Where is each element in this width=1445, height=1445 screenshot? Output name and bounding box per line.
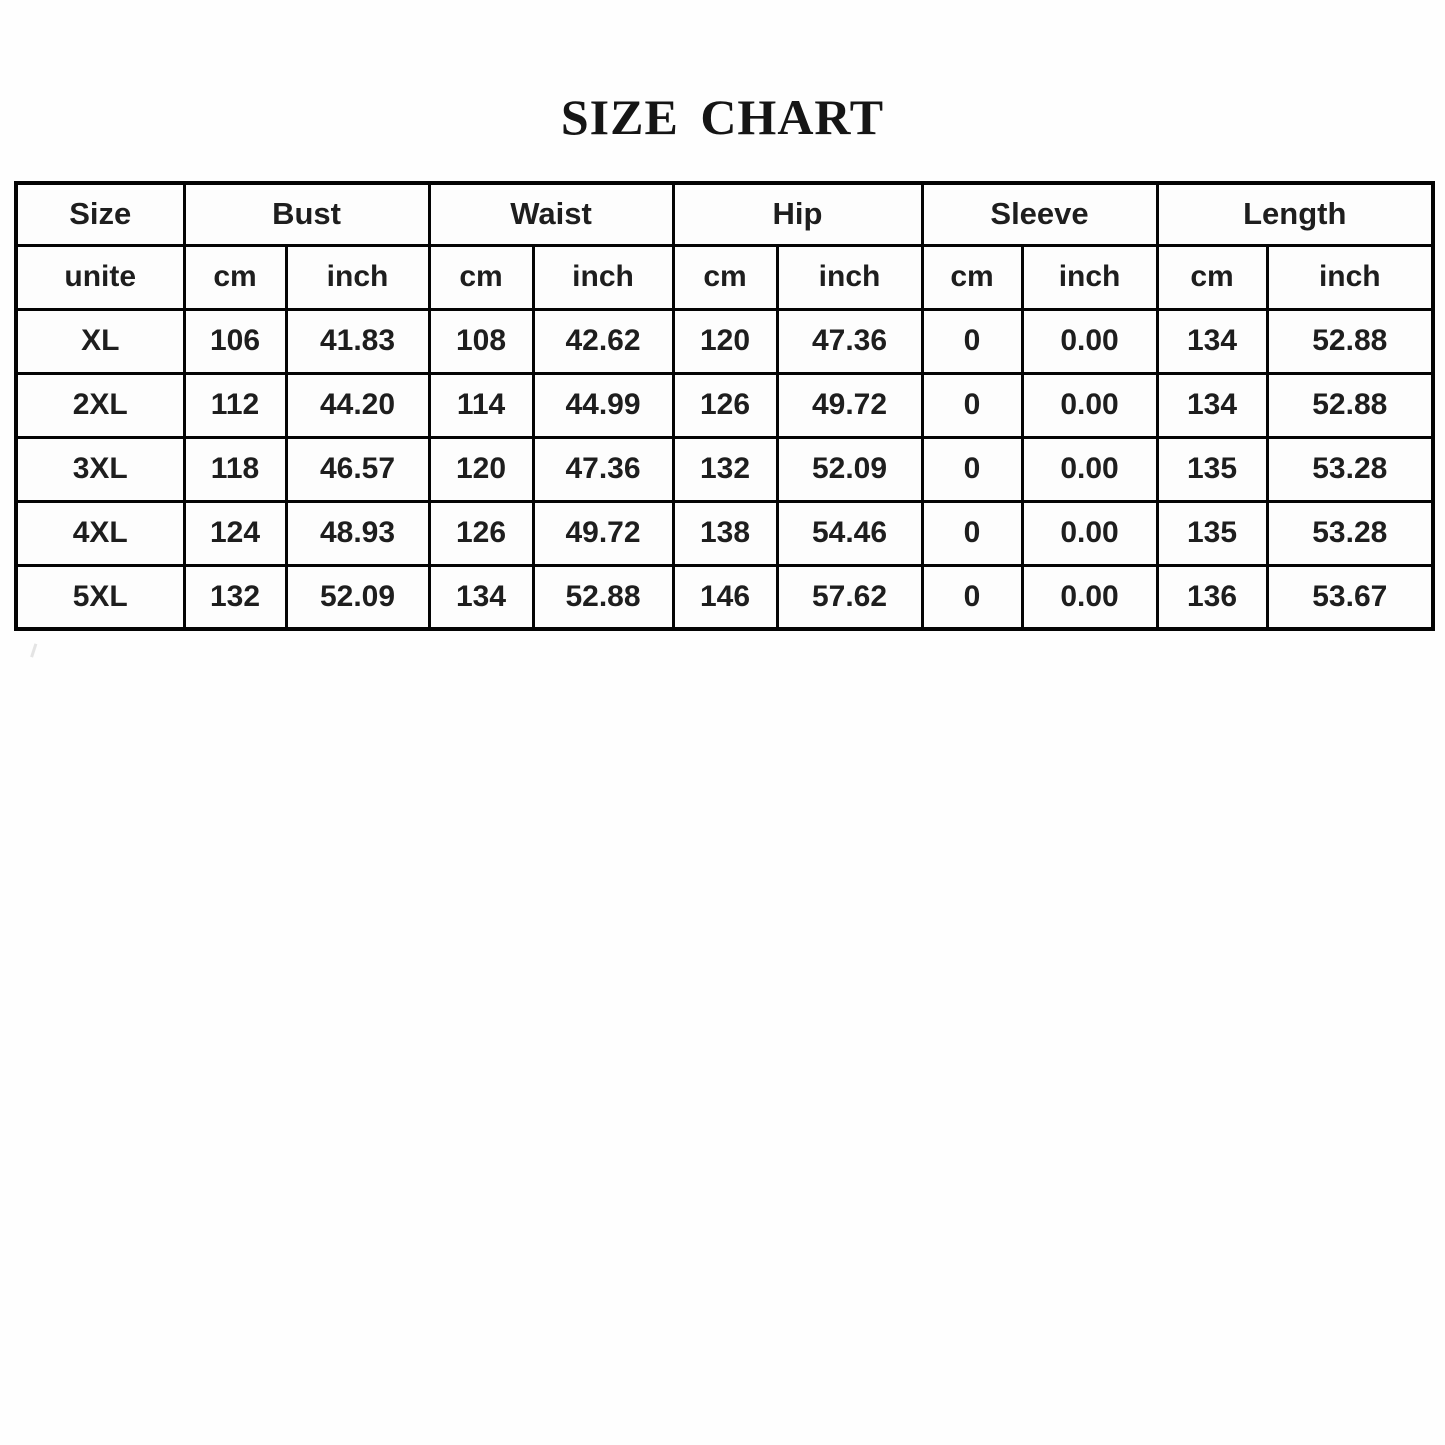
sleeve-cm: 0 (922, 565, 1022, 629)
hip-cm: 120 (673, 309, 777, 373)
page-title: SIZE CHART (560, 89, 885, 145)
unit-length-inch: inch (1267, 245, 1433, 309)
unit-bust-cm: cm (184, 245, 286, 309)
table-row-5xl (16, 565, 1433, 629)
hip-inch: 57.62 (777, 565, 922, 629)
bust-inch: 46.57 (286, 437, 429, 501)
column-header-bust: Bust (184, 183, 429, 245)
waist-cm: 120 (429, 437, 533, 501)
waist-inch: 44.99 (533, 373, 673, 437)
unit-length-cm: cm (1157, 245, 1267, 309)
length-cm: 135 (1157, 501, 1267, 565)
waist-inch: 47.36 (533, 437, 673, 501)
unit-sleeve-cm: cm (922, 245, 1022, 309)
hip-inch: 47.36 (777, 309, 922, 373)
length-inch: 52.88 (1267, 373, 1433, 437)
sleeve-inch: 0.00 (1022, 373, 1157, 437)
column-header-sleeve: Sleeve (922, 183, 1157, 245)
bust-cm: 132 (184, 565, 286, 629)
column-header-waist: Waist (429, 183, 673, 245)
unit-sleeve-inch: inch (1022, 245, 1157, 309)
bust-cm: 118 (184, 437, 286, 501)
sleeve-cm: 0 (922, 309, 1022, 373)
hip-cm: 138 (673, 501, 777, 565)
length-cm: 134 (1157, 309, 1267, 373)
length-cm: 134 (1157, 373, 1267, 437)
unit-waist-inch: inch (533, 245, 673, 309)
size-label: 5XL (16, 565, 184, 629)
length-inch: 53.28 (1267, 437, 1433, 501)
unit-hip-cm: cm (673, 245, 777, 309)
length-inch: 53.67 (1267, 565, 1433, 629)
hip-cm: 146 (673, 565, 777, 629)
unit-hip-inch: inch (777, 245, 922, 309)
waist-inch: 52.88 (533, 565, 673, 629)
length-cm: 136 (1157, 565, 1267, 629)
hip-inch: 49.72 (777, 373, 922, 437)
bust-inch: 41.83 (286, 309, 429, 373)
table-row-2xl (16, 373, 1433, 437)
unit-label: unite (16, 245, 184, 309)
hip-cm: 126 (673, 373, 777, 437)
unit-bust-inch: inch (286, 245, 429, 309)
bust-inch: 48.93 (286, 501, 429, 565)
length-inch: 53.28 (1267, 501, 1433, 565)
bust-inch: 44.20 (286, 373, 429, 437)
column-header-hip: Hip (673, 183, 922, 245)
waist-cm: 126 (429, 501, 533, 565)
hip-inch: 54.46 (777, 501, 922, 565)
bust-inch: 52.09 (286, 565, 429, 629)
sleeve-cm: 0 (922, 501, 1022, 565)
hip-cm: 132 (673, 437, 777, 501)
size-chart-table (14, 181, 1435, 631)
bust-cm: 112 (184, 373, 286, 437)
size-label: 4XL (16, 501, 184, 565)
unit-waist-cm: cm (429, 245, 533, 309)
bust-cm: 124 (184, 501, 286, 565)
waist-cm: 108 (429, 309, 533, 373)
bust-cm: 106 (184, 309, 286, 373)
faint-smudge-artifact (30, 643, 47, 660)
sleeve-inch: 0.00 (1022, 565, 1157, 629)
waist-cm: 134 (429, 565, 533, 629)
length-cm: 135 (1157, 437, 1267, 501)
table-row-3xl (16, 437, 1433, 501)
sleeve-cm: 0 (922, 437, 1022, 501)
waist-inch: 49.72 (533, 501, 673, 565)
table-row-xl (16, 309, 1433, 373)
sleeve-inch: 0.00 (1022, 309, 1157, 373)
sleeve-cm: 0 (922, 373, 1022, 437)
waist-inch: 42.62 (533, 309, 673, 373)
size-label: XL (16, 309, 184, 373)
waist-cm: 114 (429, 373, 533, 437)
column-header-length: Length (1157, 183, 1433, 245)
table-row-4xl (16, 501, 1433, 565)
length-inch: 52.88 (1267, 309, 1433, 373)
sleeve-inch: 0.00 (1022, 437, 1157, 501)
size-label: 2XL (16, 373, 184, 437)
hip-inch: 52.09 (777, 437, 922, 501)
size-label: 3XL (16, 437, 184, 501)
column-header-size: Size (16, 183, 184, 245)
unit-row (16, 245, 1433, 309)
sleeve-inch: 0.00 (1022, 501, 1157, 565)
header-row (16, 183, 1433, 245)
